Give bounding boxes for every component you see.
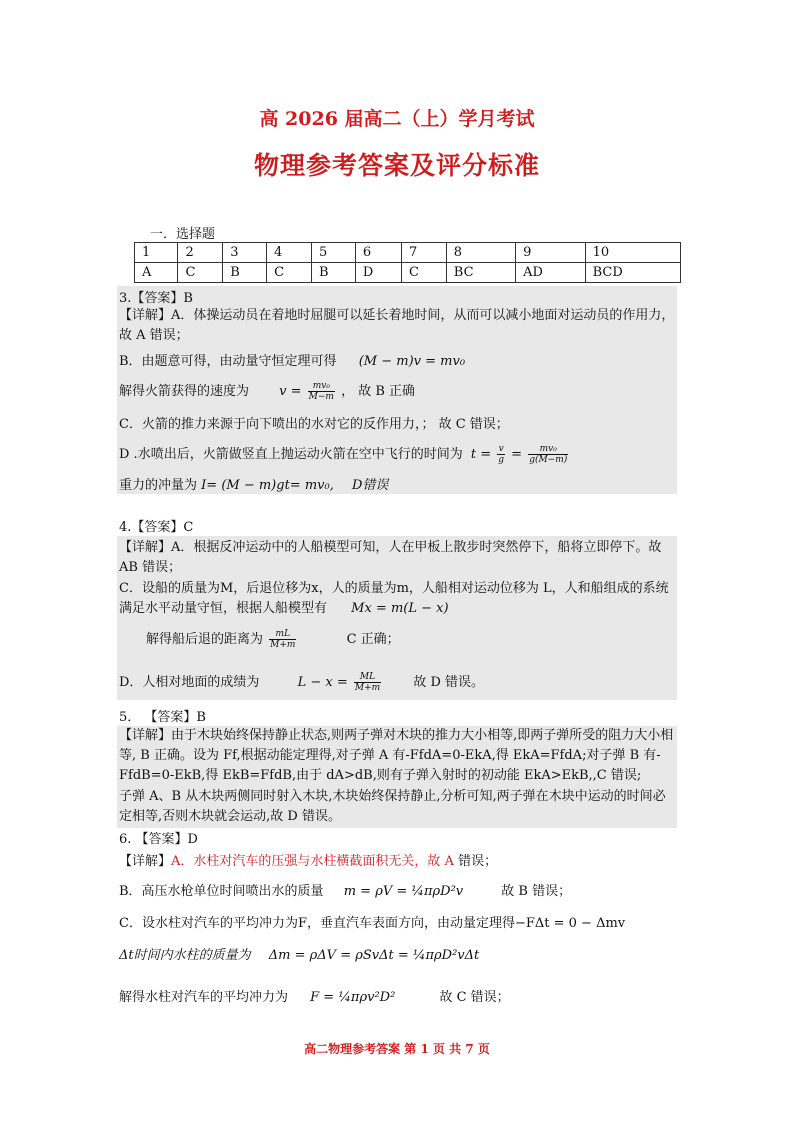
question-number: 7	[401, 243, 446, 263]
answer-cell: C	[267, 263, 312, 283]
q3-option-c: C．火箭的推力来源于向下喷出的水对它的反作用力，； 故 C 错误；	[119, 417, 509, 432]
q3-v-text: 解得火箭获得的速度为	[119, 384, 250, 399]
q5-answer: 5． 【答案】B	[119, 710, 206, 725]
q3-impulse-tail: D错误	[351, 478, 389, 493]
question-number: 10	[585, 243, 680, 263]
q3-impulse-formula: I= (M − m)gt= mv₀,	[201, 478, 334, 493]
q6-force: 解得水柱对汽车的平均冲力为 F = ¼πρv²D² 故 C 错误；	[119, 990, 510, 1005]
q3-answer: 3.【答案】B	[119, 291, 193, 306]
q6-f-formula: F = ¼πρv²D²	[310, 990, 396, 1005]
q3-v-lhs: v =	[279, 384, 302, 399]
answer-cell: C	[401, 263, 446, 283]
question-number: 3	[223, 243, 267, 263]
question-number: 8	[446, 243, 515, 263]
q4-detail-a: 【详解】A．根据反冲运动中的人船模型可知，人在甲板上散步时突然停下，船将立即停下。故 AB 错误；	[119, 540, 662, 575]
q3-impulse-text: 重力的冲量为	[119, 478, 198, 493]
question-number: 2	[178, 243, 223, 263]
page-footer: 高二物理参考答案 第 1 页 共 7 页	[304, 1042, 490, 1056]
question-number: 4	[267, 243, 312, 263]
answer-cell: A	[135, 263, 178, 283]
q4-d-text: D．人相对地面的成绩为	[119, 675, 260, 690]
q3-d-fraction1: $\frac{v}{g}$	[498, 444, 504, 465]
subject-title: 物理参考答案及评分标准	[253, 151, 540, 180]
q6-b-formula: m = ρV = ¼πρD²v	[343, 884, 464, 899]
q6-answer: 6. 【答案】D	[119, 832, 198, 847]
q4-dist-fraction: $\frac{mL}{M+m}$	[270, 629, 296, 650]
question-number: 5	[312, 243, 356, 263]
q3-detail-a: 【详解】A．体操运动员在着地时屈腿可以延长着地时间，从而可以减小地面对运动员的作用力，故 A 错误；	[119, 308, 675, 343]
q3-impulse	[119, 474, 388, 493]
answer-cell: B	[223, 263, 267, 283]
q4-dist-text: 解得船后退的距离为	[146, 632, 264, 647]
q3-option-d: D .水喷出后，火箭做竖直上抛运动火箭在空中飞行的时间为 t = $\frac{v}{g}$ = $\frac{\text{mv₀}}{g(M-m)}$	[119, 444, 568, 465]
q4-c-formula: Mx = m(L − x)	[351, 601, 449, 616]
q4-d-tail: 故 D 错误。	[413, 675, 485, 690]
answer-cell: AD	[516, 263, 585, 283]
answer-cell: D	[355, 263, 401, 283]
q6-detail-a: 【详解】A．水柱对汽车的压强与水柱横截面积无关，故 A 错误；	[119, 854, 498, 869]
answer-table-numbers-row	[135, 243, 681, 263]
q6-option-c: C．设水柱对汽车的平均冲力为F，垂直汽车表面方向，由动量定理得−FΔt = 0 − Δmv	[119, 916, 626, 931]
exam-title: 高 2026 届高二（上）学月考试	[259, 108, 535, 130]
q6-mass: Δt时间内水柱的质量为 Δm = ρΔV = ρSvΔt = ¼πρD²vΔt	[119, 948, 480, 963]
q5-detail2: 子弹 A、B 从木块两侧同时射入木块,木块始终保持静止,分析可知,两子弹在木块中运动的时间必定相等,否则木块就会运动,故 D 错误。	[119, 789, 666, 824]
q3-b-text: B．由题意可得，由动量守恒定理可得	[119, 354, 337, 369]
answer-cell: BCD	[585, 263, 680, 283]
question-number: 9	[516, 243, 585, 263]
q4-option-d: D．人相对地面的成绩为 L − x = $\frac{ML}{M+m}$ 故 D 错误。	[119, 672, 485, 693]
section-choice-label: 一．选择题	[150, 227, 216, 242]
q3-v-fraction: $\frac{\text{mv₀}}{M-m}$	[308, 381, 334, 402]
q6-option-b: B．高压水枪单位时间喷出水的质量 m = ρV = ¼πρD²v 故 B 错误；	[119, 884, 572, 899]
question-number: 6	[355, 243, 401, 263]
q3-b-formula: (M − m)v = mv₀	[358, 354, 466, 369]
answer-cell: C	[178, 263, 223, 283]
q6-a-highlight: A．水柱对汽车的压强与水柱横截面积无关，故 A	[171, 854, 454, 869]
answer-table-answers-row	[135, 263, 681, 283]
q3-d-fraction2: $\frac{\text{mv₀}}{g(M-m)}$	[529, 444, 568, 465]
q4-dist-tail: C 正确；	[346, 632, 400, 647]
q3-v-tail: ， 故 B 正确	[341, 384, 416, 399]
q4-option-c: C．设船的质量为M，后退位移为x，人的质量为m，人船相对运动位移为 L，人和船组成的系统满足水平动量守恒，根据人船模型有 Mx = m(L − x)	[119, 581, 669, 616]
question-number: 1	[135, 243, 178, 263]
q3-d-text: D .水喷出后，火箭做竖直上抛运动火箭在空中飞行的时间为	[119, 447, 463, 462]
q4-d-fraction: $\frac{ML}{M+m}$	[354, 672, 381, 693]
q3-velocity	[119, 380, 415, 402]
q6-dm-formula: Δm = ρΔV = ρSvΔt = ¼πρD²vΔt	[268, 948, 480, 963]
answer-cell: BC	[446, 263, 515, 283]
q4-answer: 4.【答案】C	[119, 520, 194, 535]
answer-table	[134, 242, 681, 283]
q5-detail1: 【详解】由于木块始终保持静止状态,则两子弹对木块的推力大小相等,即两子弹所受的阻力大小相等, B 正确。设为 Ff,根据动能定理得,对子弹 A 有-FfdA=0-EkA,得 EkA=FfdA;对子弹 B 有-FfdB=0-EkB,得 EkB=FfdB,由于 dA>dB,则有子弹入射时的初动能 EkA>EkB,,C 错误;	[119, 728, 674, 783]
answer-cell: B	[312, 263, 356, 283]
q4-distance	[146, 628, 400, 650]
q3-option-b	[119, 350, 465, 369]
